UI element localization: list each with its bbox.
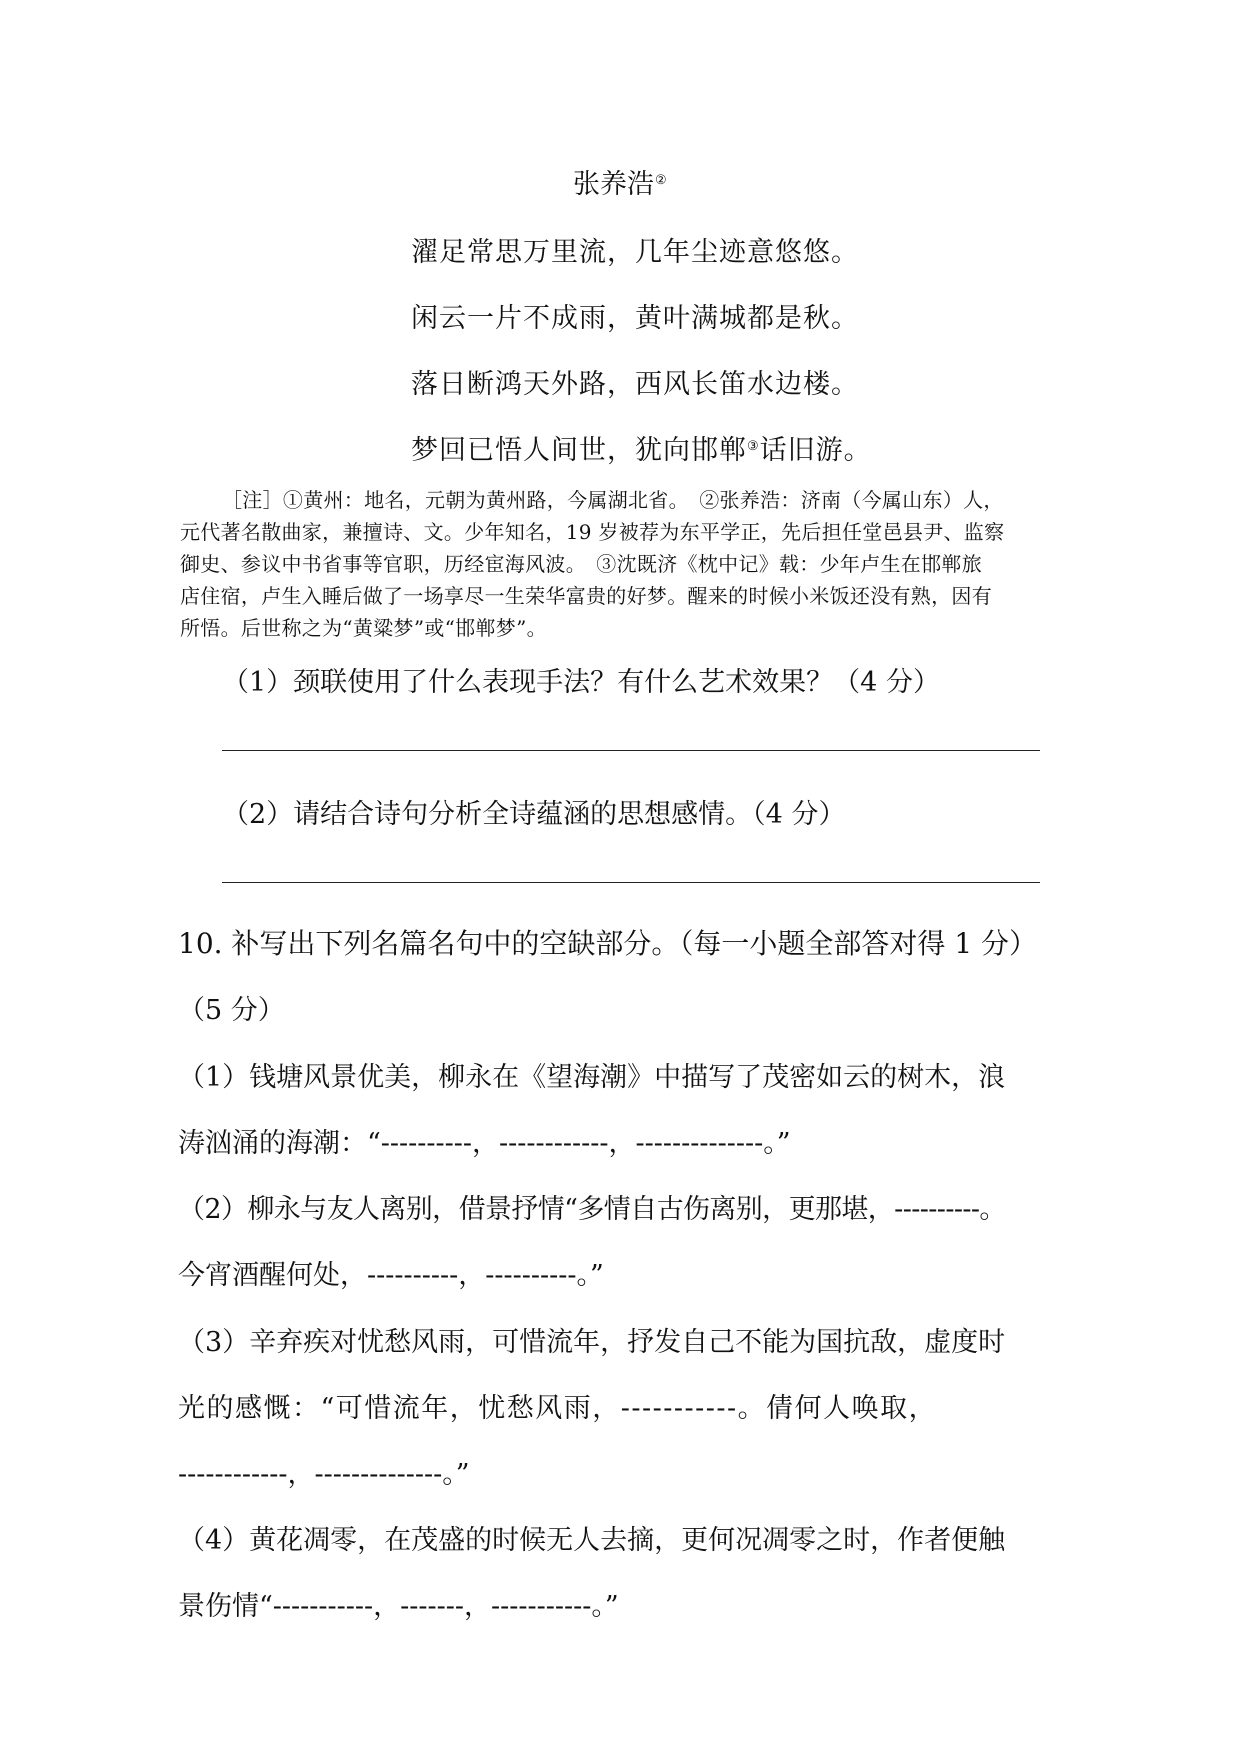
poem-line-4-end: 话旧游。: [759, 435, 872, 466]
poem-line-4-text: 梦回已悟人间世，犹向邯郸: [411, 435, 747, 466]
poem-author: [573, 162, 667, 201]
question-2: （2）请结合诗句分析全诗蕴涵的思想感情。（4 分）: [222, 799, 846, 830]
note-line-3: 御史、参议中书省事等官职，历经宦海风波。 ③沈既济《枕中记》载：少年卢生在邯郸旅: [180, 552, 982, 576]
section-10-title: 10. 补写出下列名篇名句中的空缺部分。（每一小题全部答对得 1 分）: [178, 927, 1038, 960]
item-4-line-1: （4）黄花凋零，在茂盛的时候无人去摘，更何况凋零之时，作者便触: [178, 1525, 1006, 1556]
item-3-line-1: （3）辛弃疾对忧愁风雨，可惜流年，抒发自己不能为国抗敌，虚度时: [178, 1327, 1006, 1358]
question-1: （1）颈联使用了什么表现手法？有什么艺术效果？（4 分）: [222, 667, 940, 698]
poem-line-3: 落日断鸿天外路，西风长笛水边楼。: [411, 369, 859, 400]
item-3-line-3: ------------，--------------。”: [178, 1459, 470, 1490]
item-4-line-2: 景伤情“-----------，-------，-----------。”: [178, 1591, 619, 1622]
answer-line-1[interactable]: [222, 750, 1040, 751]
answer-line-2[interactable]: [222, 882, 1040, 883]
note-line-5: 所悟。后世称之为“黄粱梦”或“邯郸梦”。: [180, 616, 547, 640]
item-1-line-1: （1）钱塘风景优美，柳永在《望海潮》中描写了茂密如云的树木，浪: [178, 1062, 1006, 1093]
item-1-line-2: 涛汹涌的海潮：“----------，------------，--------------。”: [178, 1128, 791, 1159]
author-name: 张养浩: [573, 169, 654, 200]
note-line-4: 店住宿，卢生入睡后做了一场享尽一生荣华富贵的好梦。醒来的时候小米饭还没有熟，因有: [180, 584, 992, 608]
poem-line-4: [411, 428, 872, 467]
note-line-2: 元代著名散曲家，兼擅诗、文。少年知名，19 岁被荐为东平学正，先后担任堂邑县尹、监察: [180, 520, 1005, 544]
item-2-line-2: 今宵酒醒何处，----------，----------。”: [178, 1260, 604, 1291]
author-note-mark: ②: [655, 173, 667, 188]
section-10-score: （5 分）: [178, 995, 285, 1026]
note-line-1: ［注］①黄州：地名，元朝为黄州路，今属湖北省。 ②张养浩：济南（今属山东）人，: [222, 488, 1004, 512]
poem-line-2: 闲云一片不成雨，黄叶满城都是秋。: [411, 303, 859, 334]
handan-note-mark: ③: [747, 439, 760, 454]
item-2-line-1: （2）柳永与友人离别，借景抒情“多情自古伤离别，更那堪，----------。: [178, 1194, 1006, 1225]
item-3-line-2: 光的感慨：“可惜流年，忧愁风雨，-----------。倩何人唤取，: [178, 1393, 938, 1424]
poem-line-1: 濯足常思万里流，几年尘迹意悠悠。: [411, 237, 859, 268]
